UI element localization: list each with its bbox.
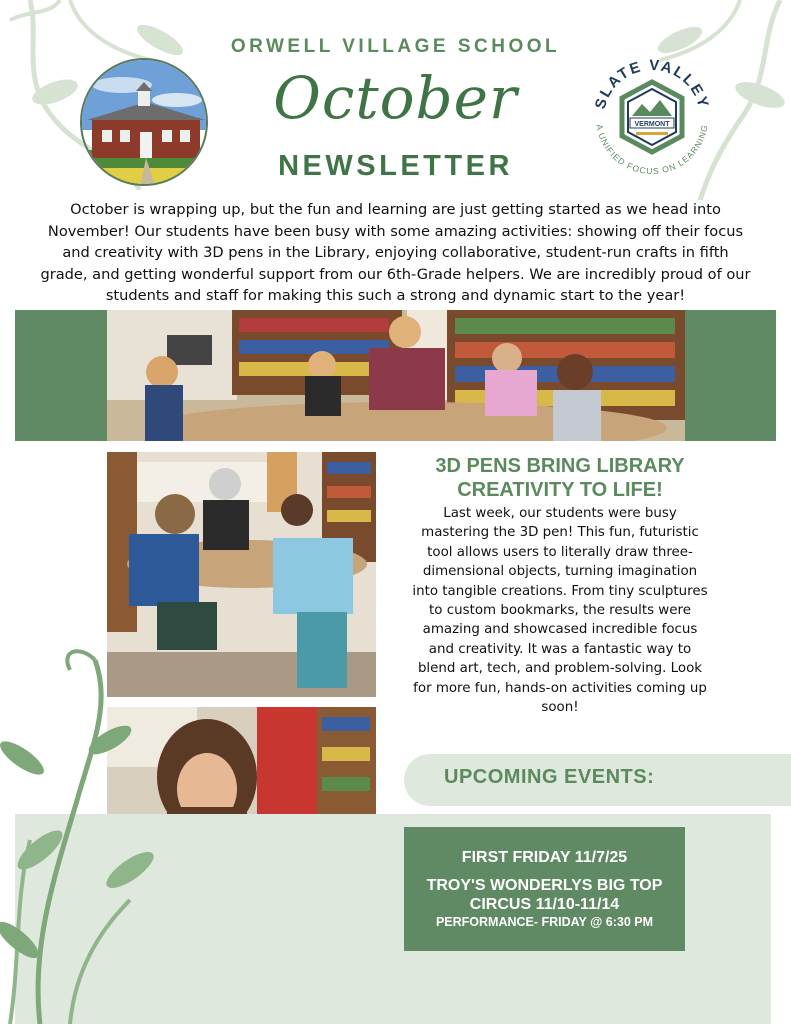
school-name: ORWELL VILLAGE SCHOOL: [230, 36, 561, 57]
vine-decoration-bottom-left: [0, 640, 170, 1024]
school-building-photo: [80, 58, 208, 186]
article-body: Last week, our students were busy mastering the 3D pen! This fun, futuristic tool allows users to literally draw three-dimensional objects, turning imagination into tangible creations. From tiny sculptures to custom bookmarks, the results were amazing and showcased incredible focus and creativity. It was a fantastic way to blend art, tech, and problem-solving. Look for more fun, hands-on activities coming up soon!: [412, 506, 708, 716]
logo-tagline: A UNIFIED FOCUS ON LEARNING: [594, 123, 710, 177]
library-group-photo: [107, 310, 685, 441]
event-first-friday: FIRST FRIDAY 11/7/25: [461, 849, 628, 866]
events-box: [404, 827, 685, 951]
logo-badge-text: VERMONT: [634, 121, 670, 128]
event-performance: PERFORMANCE- FRIDAY @ 6:30 PM: [435, 915, 654, 929]
newsletter-title: NEWSLETTER: [278, 150, 513, 182]
logo-arc-text: SLATE VALLEY: [591, 56, 713, 112]
event-circus: TROY'S WONDERLYS BIG TOP CIRCUS 11/10-11/14: [426, 877, 663, 913]
intro-paragraph: October is wrapping up, but the fun and learning are just getting started as we head into November! Our students have been busy with some amazing activities: showing off their focus and creativity with 3D pens in the Library, enjoying collaborative, student-run crafts in fifth grade, and getting wonderful support from our 6th-Grade helpers. We are incredibly proud of our students and staff for making this such a strong and dynamic start to the year!: [40, 201, 751, 304]
newsletter-month: October: [273, 64, 518, 132]
article-title: 3D PENS BRING LIBRARY CREATIVITY TO LIFE!: [435, 455, 685, 501]
slate-valley-logo: [582, 48, 722, 188]
upcoming-events-heading: UPCOMING EVENTS:: [444, 766, 655, 788]
